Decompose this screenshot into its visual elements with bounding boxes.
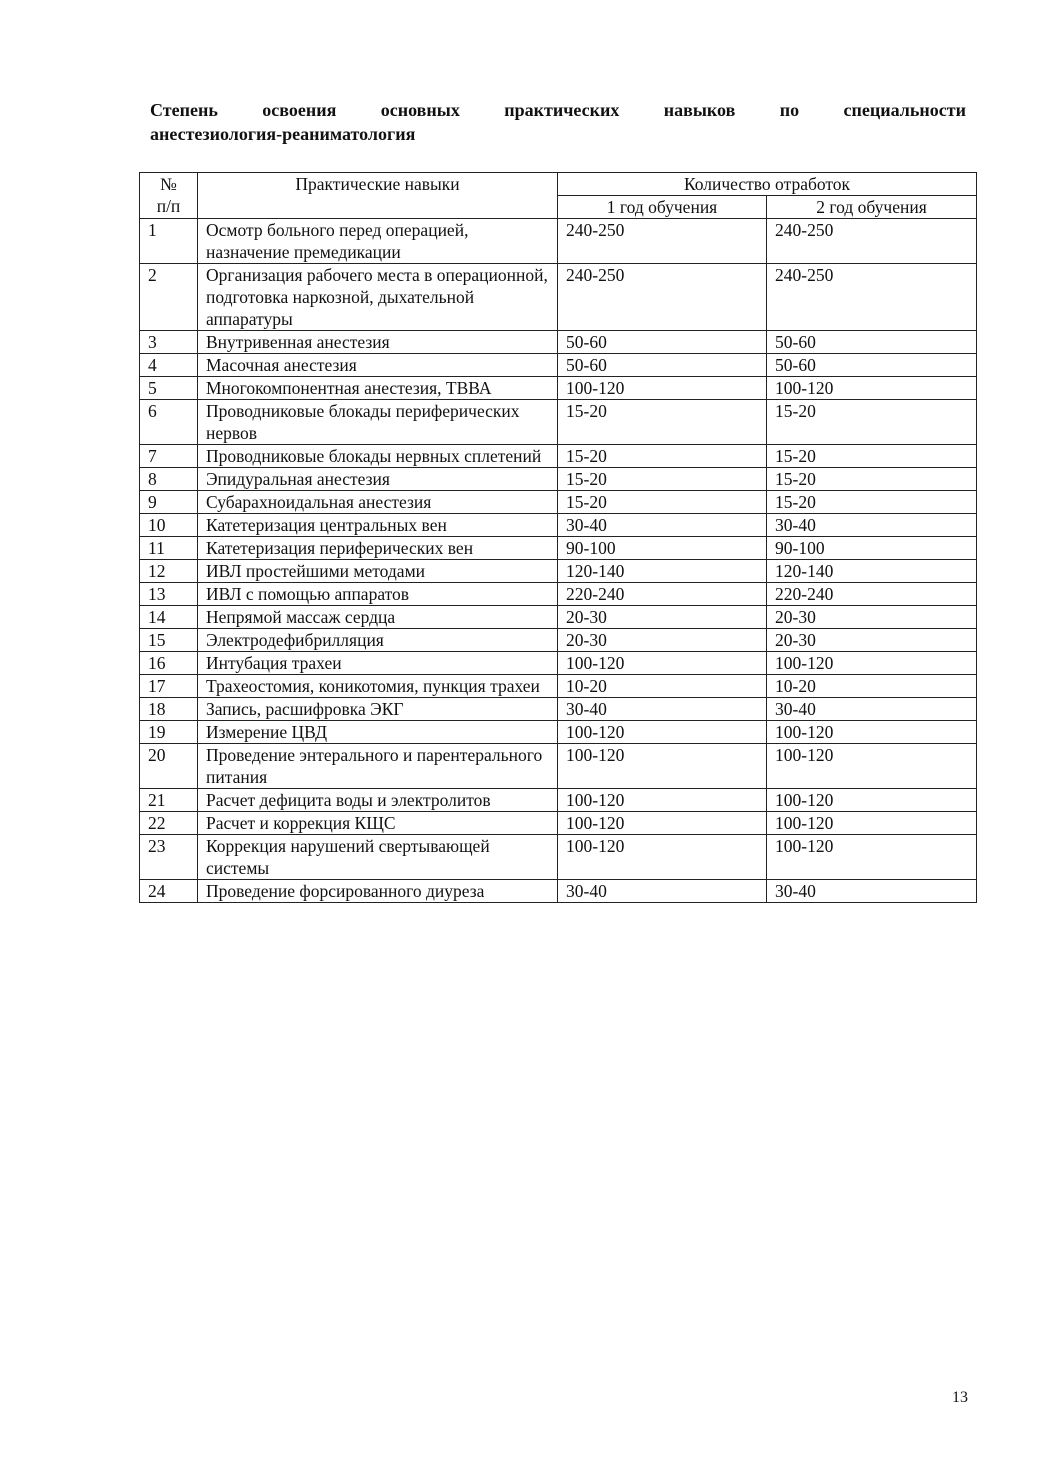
cell-number: 9: [140, 491, 198, 514]
page-number: 13: [952, 1389, 968, 1406]
table-row: [140, 606, 977, 629]
cell-number: 13: [140, 583, 198, 606]
table-row: [140, 583, 977, 606]
table-row: [140, 675, 977, 698]
cell-number: 20: [140, 744, 198, 789]
cell-number: 17: [140, 675, 198, 698]
cell-year-2: 120-140: [767, 560, 977, 583]
table-row: [140, 652, 977, 675]
table-row: [140, 468, 977, 491]
table-row: [140, 331, 977, 354]
cell-number: 2: [140, 264, 198, 331]
cell-year-1: 240-250: [558, 219, 767, 264]
cell-year-2: 30-40: [767, 698, 977, 721]
cell-year-2: 50-60: [767, 354, 977, 377]
cell-year-1: 15-20: [558, 468, 767, 491]
table-row: [140, 377, 977, 400]
cell-year-1: 50-60: [558, 354, 767, 377]
cell-number: 14: [140, 606, 198, 629]
cell-year-2: 15-20: [767, 468, 977, 491]
table-row: [140, 445, 977, 468]
page-title-line-1: Степень освоения основных практических навыков по специальности: [150, 100, 966, 120]
column-header-number: [140, 173, 198, 219]
cell-number: 8: [140, 468, 198, 491]
cell-number: 18: [140, 698, 198, 721]
table-row: [140, 560, 977, 583]
cell-skill: Измерение ЦВД: [198, 721, 558, 744]
cell-year-1: 100-120: [558, 652, 767, 675]
cell-year-1: 100-120: [558, 744, 767, 789]
table-row: [140, 514, 977, 537]
cell-number: 5: [140, 377, 198, 400]
cell-year-1: 100-120: [558, 721, 767, 744]
cell-skill: Проведение энтерального и парентерального питания: [198, 744, 558, 789]
cell-skill: Проводниковые блокады нервных сплетений: [198, 445, 558, 468]
cell-year-1: 220-240: [558, 583, 767, 606]
cell-year-2: 220-240: [767, 583, 977, 606]
cell-number: 10: [140, 514, 198, 537]
cell-year-2: 30-40: [767, 514, 977, 537]
cell-year-1: 10-20: [558, 675, 767, 698]
cell-number: 19: [140, 721, 198, 744]
cell-number: 4: [140, 354, 198, 377]
cell-year-1: 20-30: [558, 629, 767, 652]
cell-year-2: 100-120: [767, 377, 977, 400]
cell-year-2: 10-20: [767, 675, 977, 698]
page-title-line-2: анестезиология-реаниматология: [150, 124, 416, 144]
cell-year-1: 15-20: [558, 400, 767, 445]
table-row: [140, 629, 977, 652]
table-row: [140, 354, 977, 377]
table-row: [140, 744, 977, 789]
cell-number: 6: [140, 400, 198, 445]
cell-skill: Катетеризация центральных вен: [198, 514, 558, 537]
cell-skill: Многокомпонентная анестезия, ТВВА: [198, 377, 558, 400]
column-header-count: Количество отработок: [558, 173, 977, 196]
cell-year-2: 50-60: [767, 331, 977, 354]
cell-skill: Расчет дефицита воды и электролитов: [198, 789, 558, 812]
cell-year-1: 30-40: [558, 514, 767, 537]
table-row: [140, 880, 977, 903]
cell-number: 12: [140, 560, 198, 583]
cell-number: 24: [140, 880, 198, 903]
cell-number: 15: [140, 629, 198, 652]
cell-year-2: 240-250: [767, 219, 977, 264]
cell-year-1: 100-120: [558, 789, 767, 812]
cell-skill: Непрямой массаж сердца: [198, 606, 558, 629]
cell-year-2: 90-100: [767, 537, 977, 560]
cell-year-2: 30-40: [767, 880, 977, 903]
cell-year-2: 240-250: [767, 264, 977, 331]
column-header-skill: Практические навыки: [198, 173, 558, 219]
table-header: [140, 173, 977, 219]
cell-year-1: 30-40: [558, 880, 767, 903]
cell-skill: Осмотр больного перед операцией, назначение премедикации: [198, 219, 558, 264]
cell-year-2: 15-20: [767, 400, 977, 445]
cell-year-2: 100-120: [767, 812, 977, 835]
cell-skill: Коррекция нарушений свертывающей системы: [198, 835, 558, 880]
page-title: [150, 98, 966, 146]
cell-year-2: 20-30: [767, 606, 977, 629]
cell-year-1: 20-30: [558, 606, 767, 629]
cell-year-2: 100-120: [767, 652, 977, 675]
column-header-year-2: 2 год обучения: [767, 196, 977, 219]
cell-year-1: 100-120: [558, 812, 767, 835]
cell-skill: Эпидуральная анестезия: [198, 468, 558, 491]
cell-skill: Организация рабочего места в операционной, подготовка наркозной, дыхательной аппаратуры: [198, 264, 558, 331]
cell-number: 3: [140, 331, 198, 354]
cell-number: 11: [140, 537, 198, 560]
cell-skill: Субарахноидальная анестезия: [198, 491, 558, 514]
cell-year-1: 30-40: [558, 698, 767, 721]
cell-number: 7: [140, 445, 198, 468]
cell-year-1: 240-250: [558, 264, 767, 331]
cell-year-1: 50-60: [558, 331, 767, 354]
cell-skill: ИВЛ с помощью аппаратов: [198, 583, 558, 606]
cell-year-2: 100-120: [767, 835, 977, 880]
cell-number: 23: [140, 835, 198, 880]
cell-year-1: 100-120: [558, 835, 767, 880]
cell-year-1: 15-20: [558, 445, 767, 468]
cell-year-2: 100-120: [767, 789, 977, 812]
cell-year-2: 20-30: [767, 629, 977, 652]
practical-skills-table: [139, 172, 977, 903]
cell-year-2: 100-120: [767, 744, 977, 789]
cell-skill: Проводниковые блокады периферических нервов: [198, 400, 558, 445]
cell-skill: Трахеостомия, коникотомия, пункция трахеи: [198, 675, 558, 698]
cell-skill: Расчет и коррекция КЩС: [198, 812, 558, 835]
cell-skill: Запись, расшифровка ЭКГ: [198, 698, 558, 721]
table-row: [140, 721, 977, 744]
table-row: [140, 264, 977, 331]
cell-number: 22: [140, 812, 198, 835]
table-body: [140, 219, 977, 903]
cell-year-2: 15-20: [767, 491, 977, 514]
cell-number: 16: [140, 652, 198, 675]
cell-skill: ИВЛ простейшими методами: [198, 560, 558, 583]
cell-skill: Проведение форсированного диуреза: [198, 880, 558, 903]
table-row: [140, 789, 977, 812]
cell-year-1: 100-120: [558, 377, 767, 400]
table-row: [140, 219, 977, 264]
column-header-number-line-1: №: [160, 174, 177, 194]
cell-number: 1: [140, 219, 198, 264]
table-row: [140, 835, 977, 880]
cell-skill: Внутривенная анестезия: [198, 331, 558, 354]
cell-skill: Электродефибрилляция: [198, 629, 558, 652]
table-row: [140, 812, 977, 835]
cell-number: 21: [140, 789, 198, 812]
table-row: [140, 537, 977, 560]
cell-skill: Интубация трахеи: [198, 652, 558, 675]
table-row: [140, 698, 977, 721]
cell-year-1: 120-140: [558, 560, 767, 583]
column-header-number-line-2: п/п: [156, 196, 181, 216]
table-row: [140, 491, 977, 514]
cell-year-1: 15-20: [558, 491, 767, 514]
cell-skill: Катетеризация периферических вен: [198, 537, 558, 560]
column-header-year-1: 1 год обучения: [558, 196, 767, 219]
cell-year-2: 100-120: [767, 721, 977, 744]
cell-year-2: 15-20: [767, 445, 977, 468]
cell-year-1: 90-100: [558, 537, 767, 560]
table-row: [140, 400, 977, 445]
cell-skill: Масочная анестезия: [198, 354, 558, 377]
